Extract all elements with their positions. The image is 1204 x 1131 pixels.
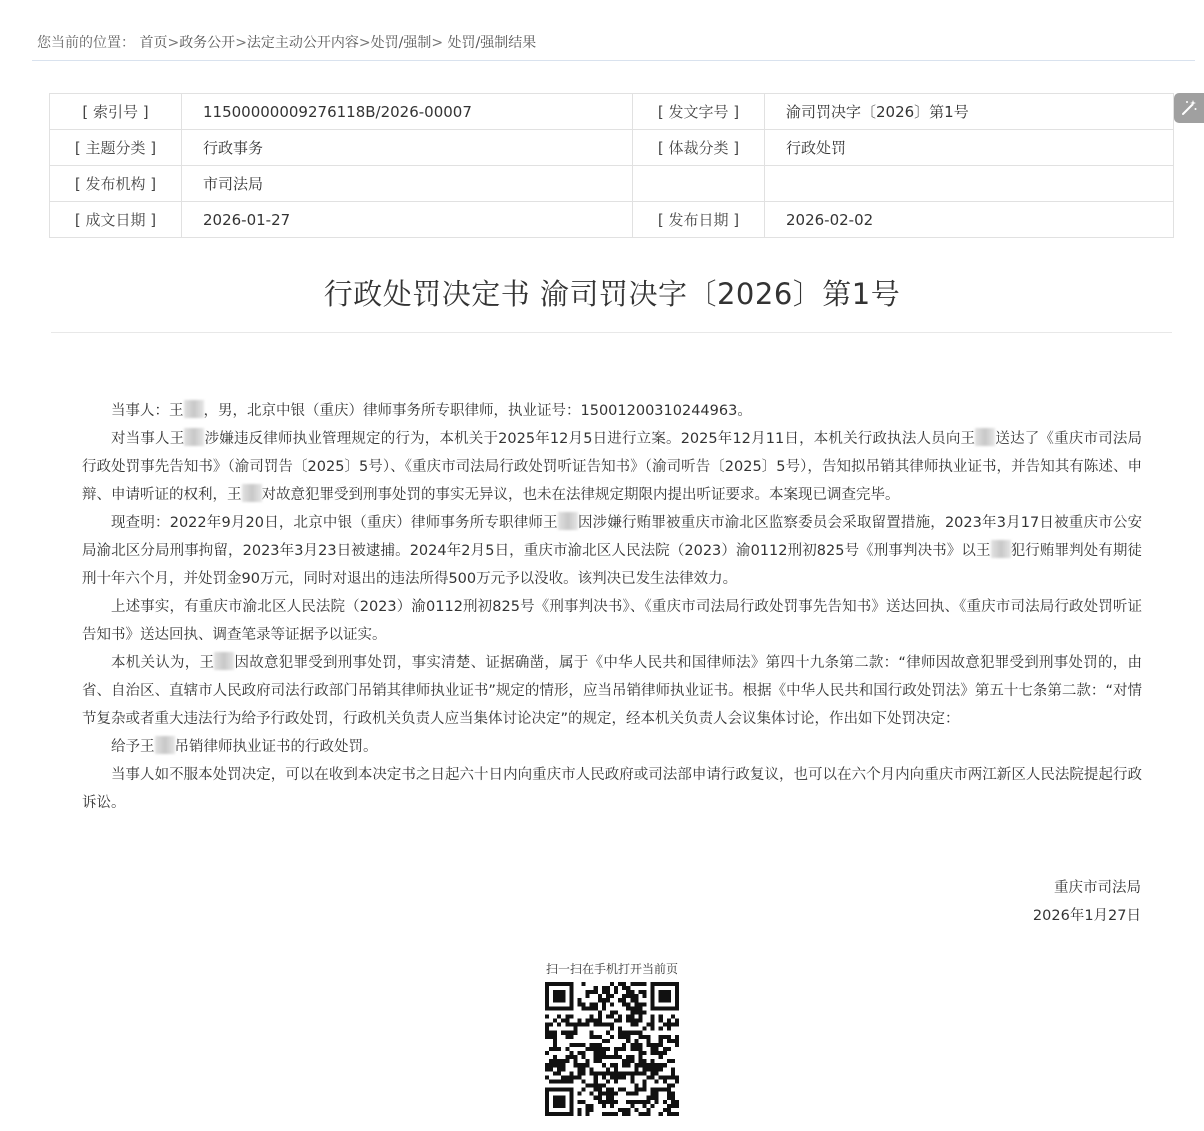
index-number-value: 11500000009276118B/2026-00007 [182, 94, 633, 130]
breadcrumb-gov-affairs-link[interactable]: 政务公开 [179, 35, 236, 51]
signing-date: 2026年1月27日 [1032, 908, 1141, 924]
publishing-org-value: 市司法局 [182, 166, 633, 202]
publish-date-label: [ 发布日期 ] [633, 202, 765, 238]
creation-date-label: [ 成文日期 ] [50, 202, 182, 238]
breadcrumb-separator: > [358, 35, 371, 51]
breadcrumb-separator: > [431, 35, 444, 51]
document-number-label: [ 发文字号 ] [633, 94, 765, 130]
redacted-name [184, 400, 204, 418]
meta-row [50, 166, 1174, 202]
breadcrumb-penalty-result-link[interactable]: 处罚/强制结果 [443, 35, 537, 51]
empty-cell [633, 166, 765, 202]
signing-organization: 重庆市司法局 [1054, 880, 1141, 896]
meta-row [50, 94, 1174, 130]
creation-date-value: 2026-01-27 [182, 202, 633, 238]
breadcrumb-separator: > [235, 35, 247, 51]
meta-row [50, 202, 1174, 238]
meta-row [50, 130, 1174, 166]
empty-cell [765, 166, 1174, 202]
paragraph-appeal-rights: 当事人如不服本处罚决定，可以在收到本决定书之日起六十日内向重庆市人民政府或司法部申请行政复议，也可以在六个月内向重庆市两江新区人民法院提起行政诉讼。 [82, 767, 1142, 811]
breadcrumb-divider [32, 60, 1195, 61]
paragraph-reasoning: 本机关认为，王 因故意犯罪受到刑事处罚，事实清楚、证据确凿，属于《中华人民共和国律师法》第四十九条第二款：“律师因故意犯罪受到刑事处罚的，由省、自治区、直辖市人民政府司法行政部门吊销其律师执业证书”规定的情形，应当吊销律师执业证书。根据《中华人民共和国行政处罚法》第五十七条第二款：“对情节复杂或者重大违法行为给予行政处罚，行政机关负责人应当集体讨论决定”的规定，经本机关负责人会议集体讨论，作出如下处罚决定： [82, 649, 1142, 733]
document-meta-table [49, 93, 1174, 238]
topic-category-value: 行政事务 [182, 130, 633, 166]
breadcrumb-prefix: 您当前的位置： [37, 35, 135, 51]
breadcrumb-statutory-content-link[interactable]: 法定主动公开内容 [246, 35, 359, 51]
qr-code-icon [545, 982, 679, 1116]
breadcrumb-separator: > [167, 35, 180, 51]
redacted-name [214, 652, 234, 670]
genre-category-label: [ 体裁分类 ] [633, 130, 765, 166]
breadcrumb-penalty-link[interactable]: 处罚/强制 [370, 35, 432, 51]
paragraph-decision: 给予王 吊销律师执业证书的行政处罚。 [82, 733, 1142, 761]
document-title: 行政处罚决定书 渝司罚决字〔2026〕第1号 [323, 277, 901, 311]
topic-category-label: [ 主题分类 ] [50, 130, 182, 166]
redacted-name [242, 484, 262, 502]
document-number-value: 渝司罚决字〔2026〕第1号 [765, 94, 1174, 130]
index-number-label: [ 索引号 ] [50, 94, 182, 130]
redacted-name [155, 736, 175, 754]
redacted-name [975, 428, 995, 446]
redacted-name [991, 540, 1011, 558]
document-body [82, 397, 1142, 817]
breadcrumb-home-link[interactable]: 首页 [139, 35, 168, 51]
publishing-org-label: [ 发布机构 ] [50, 166, 182, 202]
publish-date-value: 2026-02-02 [765, 202, 1174, 238]
qr-caption: 扫一扫在手机打开当前页 [545, 962, 678, 976]
redacted-name [184, 428, 204, 446]
magic-wand-icon [1180, 99, 1198, 117]
paragraph-party: 当事人：王 ，男，北京中银（重庆）律师事务所专职律师，执业证号：15001200310244963。 [82, 397, 1142, 425]
paragraph-procedure: 对当事人王 涉嫌违反律师执业管理规定的行为，本机关于2025年12月5日进行立案。2025年12月11日，本机关行政执法人员向王 送达了《重庆市司法局行政处罚事先告知书》（渝司罚告〔2025〕5号）、《重庆市司法局行政处罚听证告知书》（渝司听告〔2025〕5号），告知拟吊销其律师执业证书，并告知其有陈述、申辩、申请听证的权利，王 对故意犯罪受到刑事处罚的事实无异议，也未在法律规定期限内提出听证要求。本案现已调查完毕。 [82, 425, 1142, 509]
paragraph-evidence: 上述事实，有重庆市渝北区人民法院（2023）渝0112刑初825号《刑事判决书》、《重庆市司法局行政处罚事先告知书》送达回执、《重庆市司法局行政处罚听证告知书》送达回执、调查笔录等证据予以证实。 [82, 599, 1142, 643]
tools-button[interactable] [1174, 93, 1204, 123]
signature-block [1033, 874, 1141, 930]
paragraph-findings: 现查明：2022年9月20日，北京中银（重庆）律师事务所专职律师王 因涉嫌行贿罪被重庆市渝北区监察委员会采取留置措施，2023年3月17日被重庆市公安局渝北区分局刑事拘留，2023年3月23日被逮捕。2024年2月5日，重庆市渝北区人民法院（2023）渝0112刑初825号《刑事判决书》以王 犯行贿罪判处有期徒刑十年六个月，并处罚金90万元，同时对退出的违法所得500万元予以没收。该判决已发生法律效力。 [82, 509, 1142, 593]
title-divider [51, 332, 1172, 333]
genre-category-value: 行政处罚 [765, 130, 1174, 166]
redacted-name [558, 512, 578, 530]
breadcrumb [37, 32, 1187, 60]
